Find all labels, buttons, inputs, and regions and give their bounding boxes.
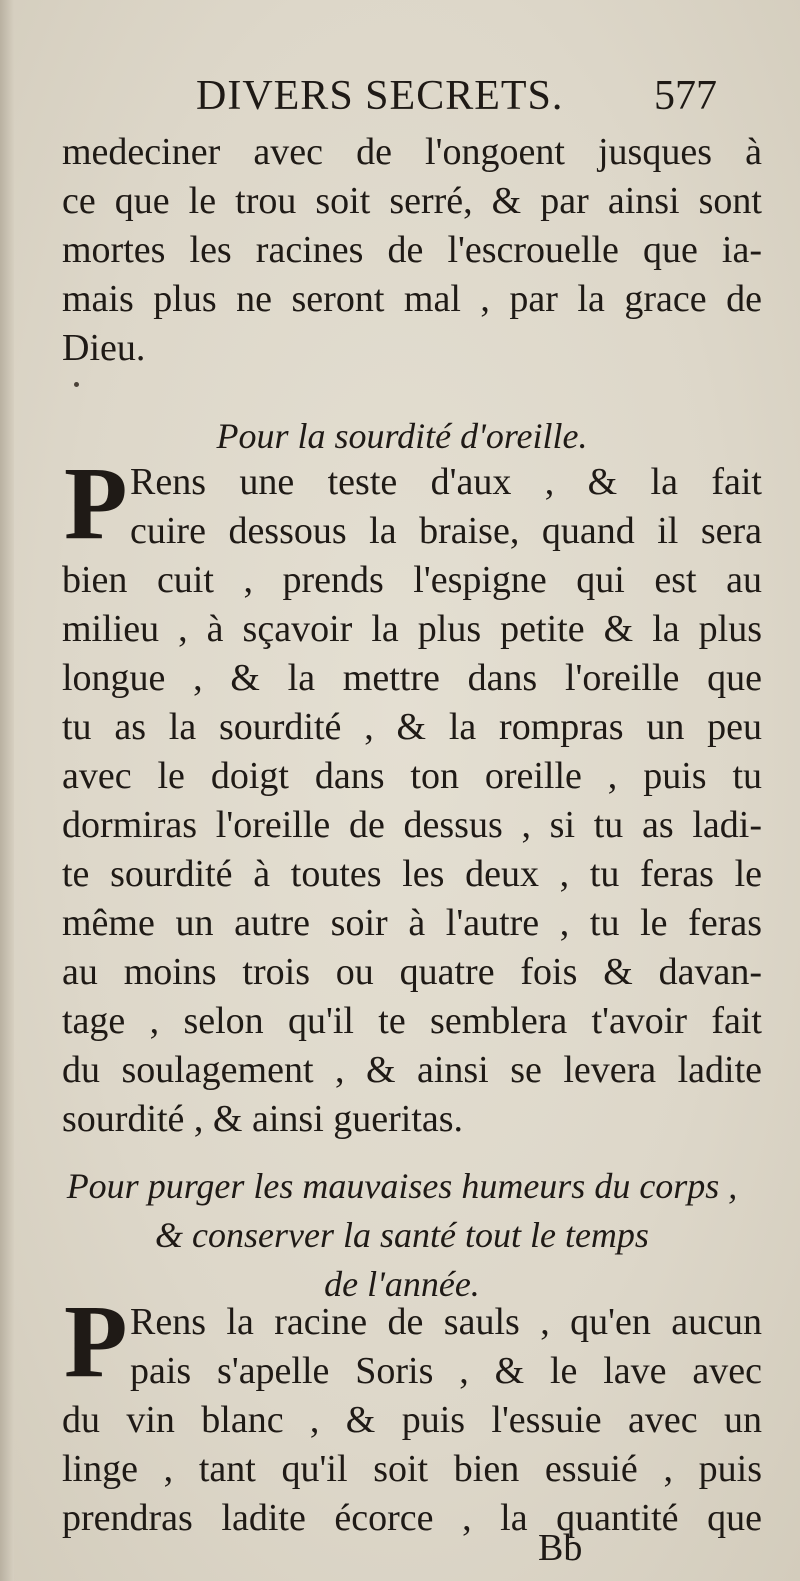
text-line: tage , selon qu'il te semblera t'avoir fait (62, 1000, 762, 1042)
text-line: même un autre soir à l'autre , tu le feras (62, 902, 762, 944)
running-head-title: DIVERS SECRETS. (196, 73, 564, 119)
drop-cap: P (64, 446, 128, 561)
text-line: du soulagement , & ainsi se levera ladite (62, 1049, 762, 1091)
section-heading-text: de l'année. (324, 1264, 480, 1304)
section-heading-text: Pour la sourdité d'oreille. (216, 416, 588, 456)
section-heading (62, 412, 742, 461)
text-line: medeciner avec de l'ongoent jusques à (62, 131, 762, 173)
page-number: 577 (654, 73, 717, 119)
drop-cap: P (64, 1284, 128, 1399)
text-line: avec le doigt dans ton oreille , puis tu (62, 755, 762, 797)
text-line: Rens une teste d'aux , & la fait (130, 461, 762, 503)
text-line: bien cuit , prends l'espigne qui est au (62, 559, 762, 601)
section-heading-text: Pour purger les mauvaises humeurs du corps , (66, 1166, 738, 1206)
page-gutter (0, 0, 14, 1581)
opening-paragraph (62, 128, 762, 373)
section-heading (62, 1162, 742, 1309)
text-line: ce que le trou soit serré, & par ainsi sont (62, 180, 762, 222)
section-paragraph (62, 1298, 762, 1543)
text-line: pais s'apelle Soris , & le lave avec (130, 1350, 762, 1392)
text-line: mais plus ne seront mal , par la grace de (62, 278, 762, 320)
text-line: prendras ladite écorce , la quantité que (62, 1497, 762, 1539)
text-line: au moins trois ou quatre fois & davan- (62, 951, 762, 993)
text-line: longue , & la mettre dans l'oreille que (62, 657, 762, 699)
text-line: Rens la racine de sauls , qu'en aucun (130, 1301, 762, 1343)
text-line: tu as la sourdité , & la rompras un peu (62, 706, 762, 748)
text-line: sourdité , & ainsi gueritas. (62, 1098, 464, 1140)
text-line: du vin blanc , & puis l'essuie avec un (62, 1399, 762, 1441)
text-line: dormiras l'oreille de dessus , si tu as ladi- (62, 804, 762, 846)
text-line: linge , tant qu'il soit bien essuié , puis (62, 1448, 762, 1490)
text-line: cuire dessous la braise, quand il sera (130, 510, 762, 552)
text-line: te sourdité à toutes les deux , tu feras le (62, 853, 762, 895)
running-head (196, 72, 756, 122)
signature-mark: Bb (538, 1527, 583, 1569)
section-paragraph (62, 446, 762, 1144)
section-heading-text: & conserver la santé tout le temps (155, 1215, 649, 1255)
text-line: milieu , à sçavoir la plus petite & la plus (62, 608, 762, 650)
ink-speck (74, 382, 79, 387)
text-line: Dieu. (62, 327, 146, 369)
text-line: mortes les racines de l'escrouelle que ia- (62, 229, 762, 271)
